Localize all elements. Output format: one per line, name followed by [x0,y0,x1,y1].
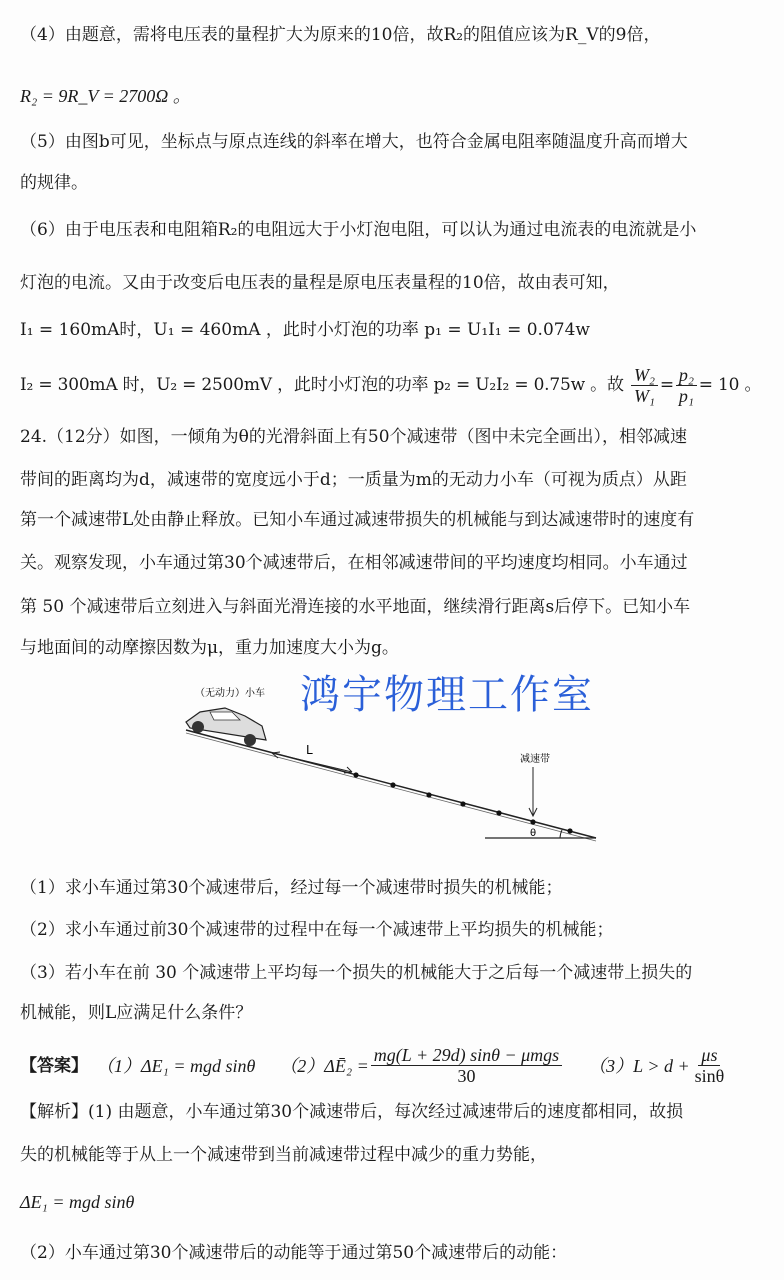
part6-line4-text: I₂ = 300mA 时，U₂ = 2500mV ，此时小灯泡的功率 p₂ = U₂I₂ = 0.75w 。故 [20,375,624,395]
analysis-formula: ΔE₁ = mgd sinθ [20,1192,135,1212]
answer-2-fraction [371,1045,562,1086]
part6-line2: 灯泡的电流。又由于改变后电压表的量程是原电压表量程的10倍，故由表可知， [20,273,620,293]
bump-label: 减速带 [520,754,550,765]
angle-label: θ [530,828,537,839]
speed-bump-dots [353,772,572,833]
part5-line1: （5）由图b可见，坐标点与原点连线的斜率在增大，也符合金属电阻率随温度升高而增大 [20,132,688,152]
ratio-w-den: W₁ [634,386,655,406]
answer-3-prefix: （3）L > d + [588,1055,690,1076]
answer-2-den: 30 [457,1066,476,1086]
ratio-p-num: p₂ [676,365,697,386]
question-3-cont: 机械能，则L应满足什么条件？ [20,1003,253,1023]
part4-formula: R₂ = 9R_V = 2700Ω 。 [20,86,191,106]
part5-line2: 的规律。 [20,173,88,193]
watermark: 鸿宇物理工作室 [300,672,594,718]
ratio-w-num: W₂ [631,365,658,386]
ratio-p-den: p₁ [678,386,694,406]
answer-3-fraction [692,1045,728,1086]
answer-2-num: mg(L + 29d) sinθ − μmgs [371,1045,562,1066]
ratio-result: = 10 。 [698,375,762,395]
q24-line: 24.（12分）如图，一倾角为θ的光滑斜面上有50个减速带（图中未完全画出），相邻减速 [20,427,688,447]
part6-line3: I₁ = 160mA时，U₁ = 460mA ，此时小灯泡的功率 p₁ = U₁I₁ = 0.074w [20,320,590,340]
answer-3-den: sinθ [694,1066,725,1086]
q24-line: 第 50 个减速带后立刻进入与斜面光滑连接的水平地面，继续滑行距离s后停下。已知小车 [20,597,691,617]
q24-line: 带间的距离均为d，减速带的宽度远小于d；一质量为m的无动力小车（可视为质点）从距 [20,470,687,490]
question-2: （2）求小车通过前30个减速带的过程中在每一个减速带上平均损失的机械能； [20,920,614,940]
analysis-line2: 失的机械能等于从上一个减速带到当前减速带过程中减少的重力势能， [20,1145,547,1165]
q24-line: 第一个减速带L处由静止释放。已知小车通过减速带损失的机械能与到达减速带时的速度有 [20,510,695,530]
answer-tag: 【答案】 [20,1055,88,1076]
analysis-line1: 【解析】(1) 由题意，小车通过第30个减速带后，每次经过减速带后的速度都相同，故损 [20,1102,684,1122]
q24-line: 关。观察发现，小车通过第30个减速带后，在相邻减速带间的平均速度均相同。小车通过 [20,553,688,573]
answer-2-prefix: （2）ΔĒ₂ = [279,1055,369,1076]
part4-line1: （4）由题意，需将电压表的量程扩大为原来的10倍，故R₂的阻值应该为R_V的9倍， [20,25,661,45]
question-3: （3）若小车在前 30 个减速带上平均每一个损失的机械能大于之后每一个减速带上损失的 [20,963,693,983]
question-1: （1）求小车通过第30个减速带后，经过每一个减速带时损失的机械能； [20,878,563,898]
part6-line1: （6）由于电压表和电阻箱R₂的电阻远大于小灯泡电阻，可以认为通过电流表的电流就是小 [20,220,697,240]
car-label: （无动力）小车 [195,688,265,699]
answer-1: （1）ΔE₁ = mgd sinθ [96,1055,256,1076]
distance-label: L [306,743,313,757]
answer-line [20,1045,729,1086]
analysis-line4: （2）小车通过第30个减速带后的动能等于通过第50个减速带后的动能： [20,1243,568,1263]
q24-line: 与地面间的动摩擦因数为μ，重力加速度大小为g。 [20,638,399,658]
ratio-eq: = [659,375,674,395]
answer-3-num: μs [698,1045,720,1066]
